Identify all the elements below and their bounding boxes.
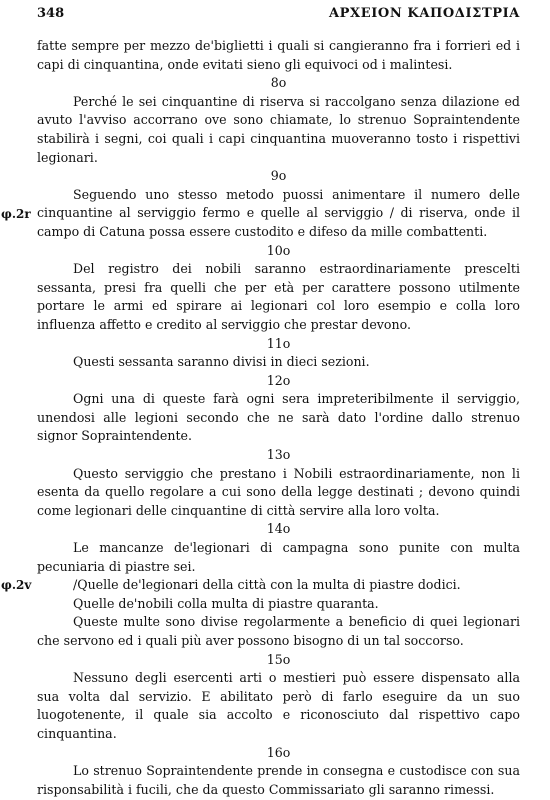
paragraph-block: [1, 576, 520, 595]
section-number: 9o: [270, 168, 287, 184]
folio-margin-note: φ.2r: [1, 206, 31, 221]
section-number: 16o: [266, 744, 291, 760]
paragraph: Queste multe sono divise regolarmente a beneficio di quei legionari che servono ed i quali più aver possono bisogno di un tal soccorso.: [37, 614, 520, 648]
paragraph: Questo serviggio che prestano i Nobili estraordinariamente, non li esenta da quello regolare a cui sono della legge destinati ; devono quindi come legionari delle cinquantine di città servire alla loro volta.: [37, 465, 520, 518]
document-body: [1, 37, 520, 799]
section-number: 11o: [266, 335, 291, 351]
paragraph: Nessuno degli esercenti arti o mestieri può essere dispensato alla sua volta dal servizio. E abilitato però di farlo eseguire da un suo luogotenente, il quale sia accolto e riconosciuto dal rispettivo capo cinquantina.: [37, 670, 520, 741]
paragraph: Ogni una di queste farà ogni sera impreteribilmente il serviggio, unendosi alle legioni secondo che ne sarà dato l'ordine dallo strenuo signor Sopraintendente.: [37, 391, 520, 444]
section-number: 10o: [266, 242, 291, 258]
page-header: [37, 6, 520, 26]
paragraph: Perché le sei cinquantine di riserva si raccolgano senza dilazione ed avuto l'avviso accorrano ove sono chiamate, lo strenuo Sopraintendente stabilirà i segni, coi quali i capi cinquantina muoveranno tosto i rispettivi legionari.: [37, 93, 520, 165]
paragraph: Del registro dei nobili saranno estraordinariamente prescelti sessanta, presi fra quelli che per età per carattere possono utilmente portare le armi ed spirare ai legionari col loro esempio e colla loro influenza affetto e credito al serviggio che prestar devono.: [37, 261, 520, 332]
folio-margin-note: φ.2v: [1, 578, 32, 593]
paragraph: fatte sempre per mezzo de'biglietti i quali si cangieranno fra i forrieri ed i capi di cinquantina, onde evitati sieno gli equivoci od i malintesi.: [37, 38, 520, 72]
section-number: 12o: [266, 372, 291, 388]
section-number: 13o: [266, 447, 291, 463]
running-head: ΑΡΧΕΙΟΝ ΚΑΠΟΔΙΣΤΡΙΑ: [328, 6, 520, 21]
paragraph: Quelle de'nobili colla multa di piastre quaranta.: [73, 595, 379, 611]
section-number: 15o: [266, 651, 291, 667]
paragraph: Seguendo uno stesso metodo puossi animentare il numero delle cinquantine al serviggio fermo e quelle al serviggio / di riserva, onde il campo di Catuna possa essere custodito e difeso da mille combattenti.: [37, 186, 520, 239]
page-number: 348: [37, 6, 65, 21]
paragraph: Questi sessanta saranno divisi in dieci sezioni.: [73, 354, 370, 370]
section-number: 8o: [270, 75, 287, 91]
paragraph-block: [1, 186, 520, 242]
paragraph: Lo strenuo Sopraintendente prende in consegna e custodisce con sua risponsabilità i fucili, che da questo Commissariato gli saranno rimessi.: [37, 763, 520, 797]
paragraph: Le mancanze de'legionari di campagna sono punite con multa pecuniaria di piastre sei.: [37, 540, 520, 574]
section-number: 14o: [266, 521, 291, 537]
paragraph: /Quelle de'legionari della città con la multa di piastre dodici.: [73, 577, 461, 593]
